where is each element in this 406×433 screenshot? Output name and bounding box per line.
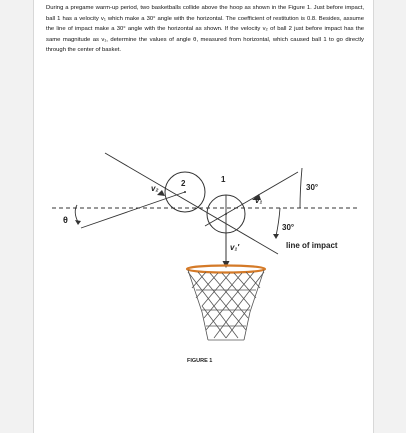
basketball-hoop bbox=[187, 266, 265, 341]
line-of-impact-label: line of impact bbox=[286, 241, 338, 250]
ball-2-center bbox=[184, 191, 186, 193]
bottom-angle-label: 30° bbox=[282, 223, 295, 232]
v1-trajectory-line bbox=[205, 172, 298, 226]
ball-2-label: 2 bbox=[181, 179, 186, 188]
theta-arc-arrowhead bbox=[75, 220, 81, 225]
figure-caption: FIGURE 1 bbox=[187, 358, 213, 364]
v2-trajectory-line bbox=[81, 192, 185, 228]
ball-1-label: 1 bbox=[221, 175, 226, 184]
hoop-net bbox=[188, 270, 264, 340]
top-angle-label: 30° bbox=[306, 183, 319, 192]
problem-statement: During a pregame warm-up period, two basketballs collide above the hoop as shown in the Figure 1. Just before impact, ball 1 has a velocity v₁ which make a 30° angle with the horizontal. The coefficient of restitution is 0.8. Besides, assume the line of impact make a 30° angle with the horizontal as shown. If the velocity v₂ of ball 2 just before impact has the same magnitude as v₁, determine the values of angle θ, measured from horizontal, which caused ball 1 to go directly through the center of basket. bbox=[46, 5, 364, 54]
bottom-arc-arrowhead bbox=[273, 234, 279, 239]
bottom-angle-arc bbox=[276, 208, 280, 236]
line-of-impact bbox=[105, 153, 278, 254]
theta-label: θ bbox=[63, 215, 68, 225]
hoop-rim bbox=[187, 266, 265, 273]
top-angle-arc bbox=[300, 168, 302, 208]
v1-label: v₁ bbox=[255, 196, 263, 205]
v1-prime-label: v₁′ bbox=[230, 243, 240, 252]
v2-label: v₂ bbox=[151, 184, 159, 193]
